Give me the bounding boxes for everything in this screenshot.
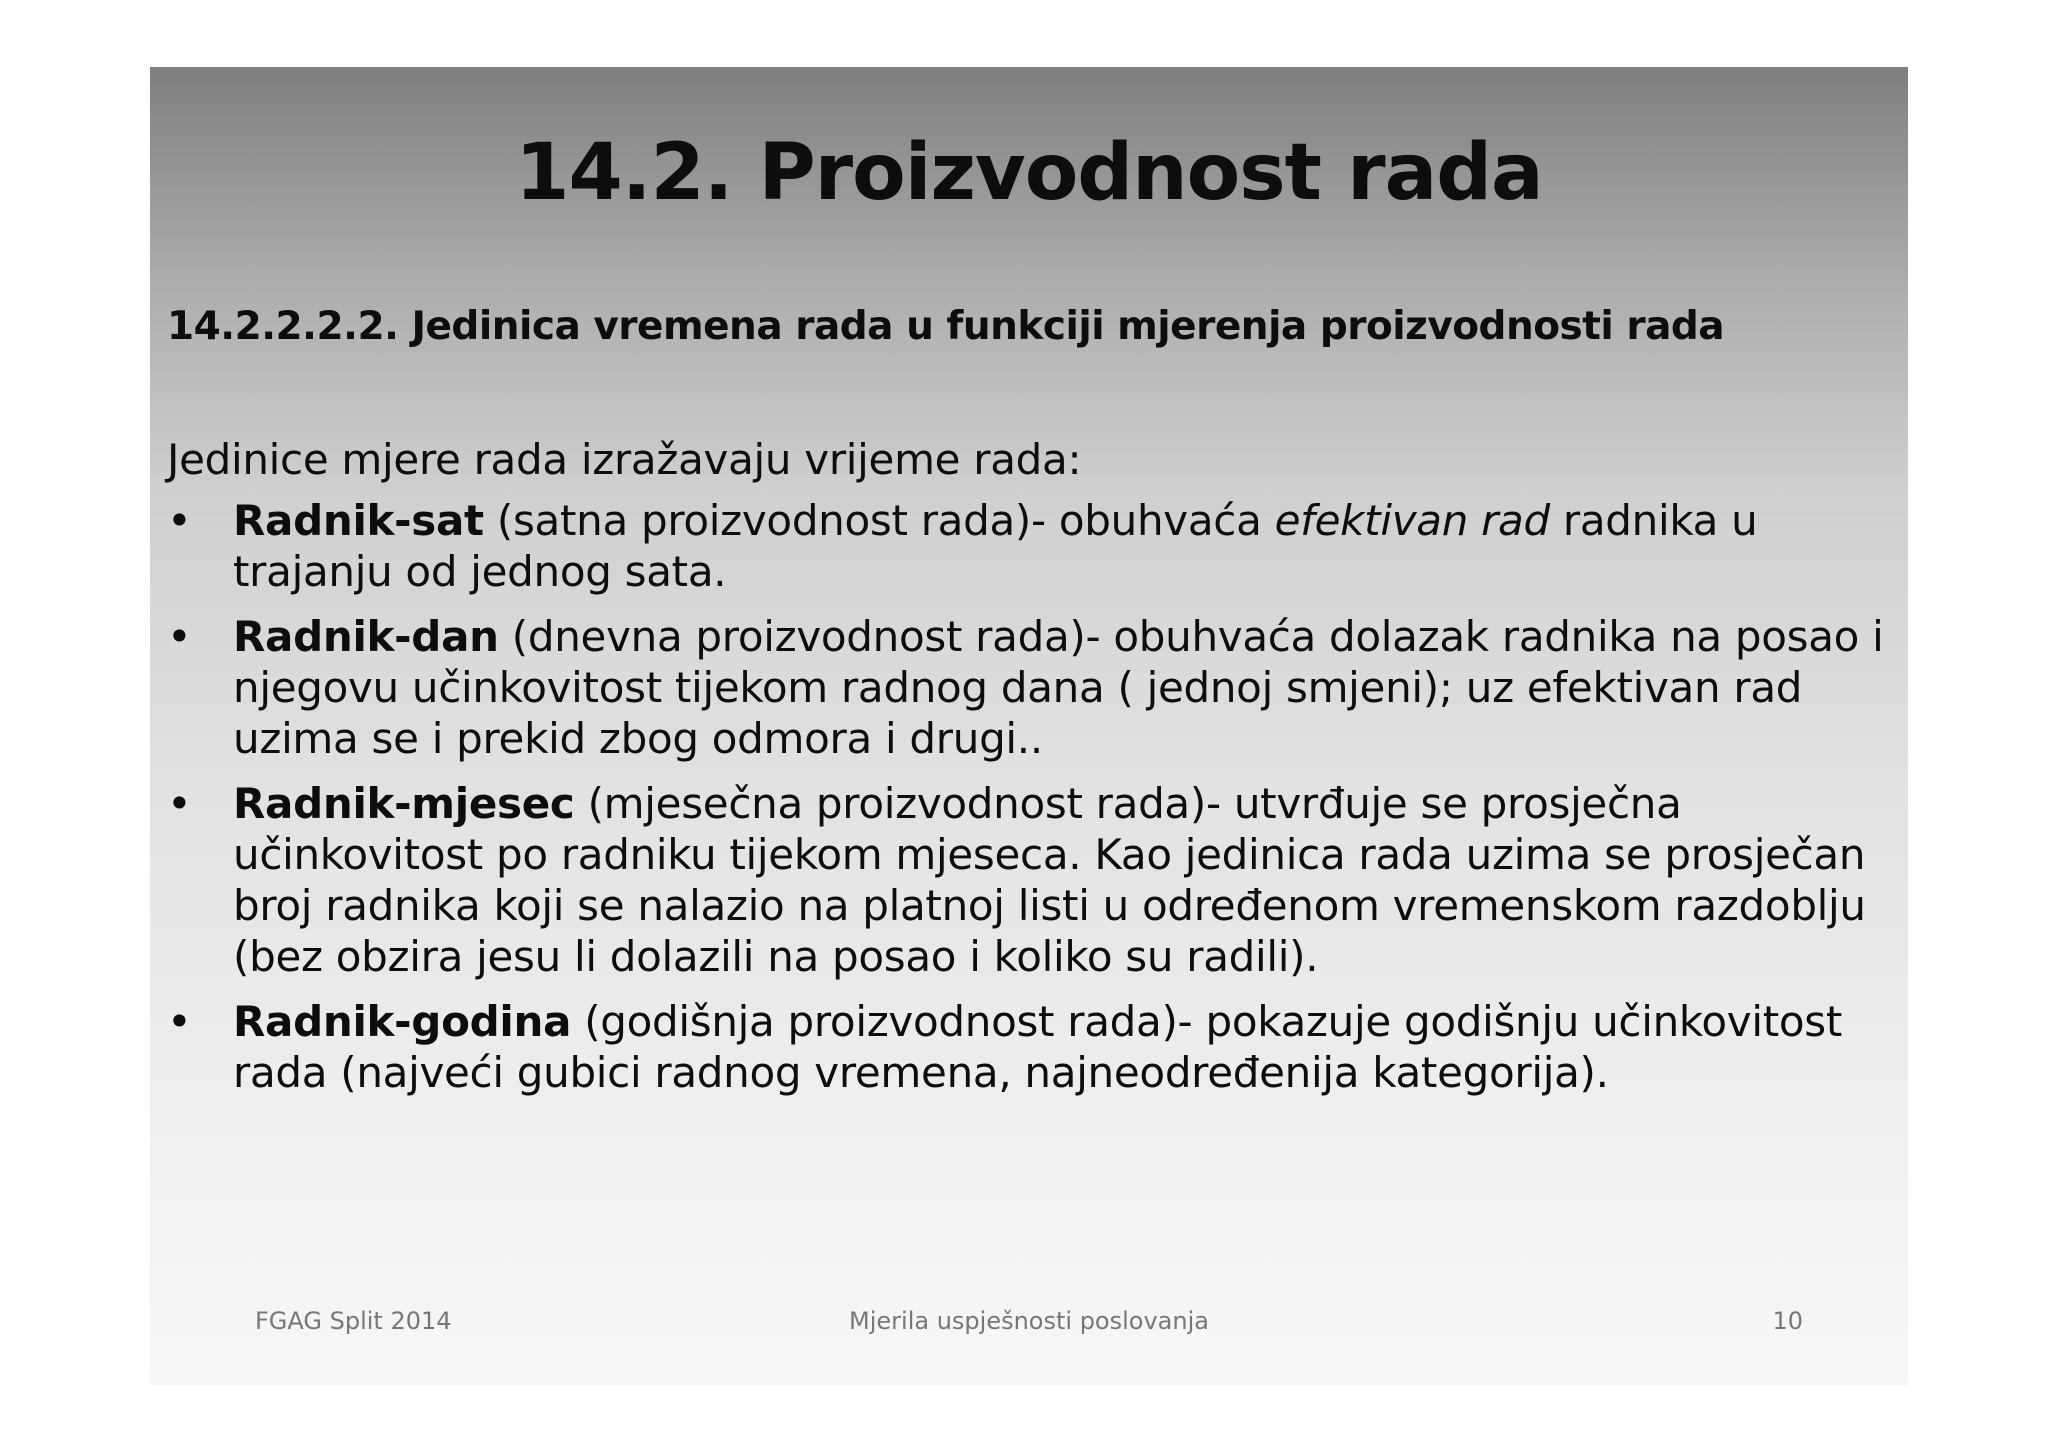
slide-title: 14.2. Proizvodnost rada (515, 128, 1543, 218)
list-item-emphasis: efektivan rad (1274, 496, 1550, 545)
bullet-list (167, 495, 1887, 1112)
bullet-icon: • (167, 779, 192, 828)
footer-center: Mjerila uspješnosti poslovanja (849, 1307, 1209, 1335)
page-number: 10 (1772, 1307, 1803, 1335)
list-item-text: (dnevna proizvodnost rada)- obuhvaća dolazak radnika na posao i njegovu učinkovitost tijekom radnog dana ( jednoj smjeni); uz efektivan rad uzima se i prekid zbog odmora i drugi.. (233, 612, 1884, 763)
list-item-text: (godišnja proizvodnost rada)- pokazuje godišnju učinkovitost rada (najveći gubici radnog vremena, najneodređenija kategorija). (233, 997, 1843, 1097)
list-item-term: Radnik-dan (233, 612, 499, 661)
bullet-icon: • (167, 496, 192, 545)
slide (150, 67, 1908, 1385)
list-item-text: (satna proizvodnost rada)- obuhvaća (483, 496, 1275, 545)
list-item-term: Radnik-sat (233, 496, 484, 545)
list-item (167, 778, 1887, 982)
list-item (167, 996, 1887, 1098)
footer-left: FGAG Split 2014 (255, 1307, 452, 1335)
list-item-text: (mjesečna proizvodnost rada)- utvrđuje se prosječna učinkovitost po radniku tijekom mjeseca. Kao jedinica rada uzima se prosječan broj radnika koji se nalazio na platnoj listi u određenom vremenskom razdoblju (bez obzira jesu li dolazili na posao i koliko su radili). (233, 779, 1866, 981)
section-heading: 14.2.2.2.2. Jedinica vremena rada u funkciji mjerenja proizvodnosti rada (167, 304, 1725, 349)
intro-text: Jedinice mjere rada izražavaju vrijeme rada: (167, 435, 1082, 484)
list-item-text: radnika u trajanju od jednog sata. (233, 496, 1758, 596)
list-item-term: Radnik-godina (233, 997, 572, 1046)
list-item (167, 495, 1887, 597)
list-item-term: Radnik-mjesec (233, 779, 575, 828)
list-item (167, 611, 1887, 764)
bullet-icon: • (167, 612, 192, 661)
bullet-icon: • (167, 997, 192, 1046)
